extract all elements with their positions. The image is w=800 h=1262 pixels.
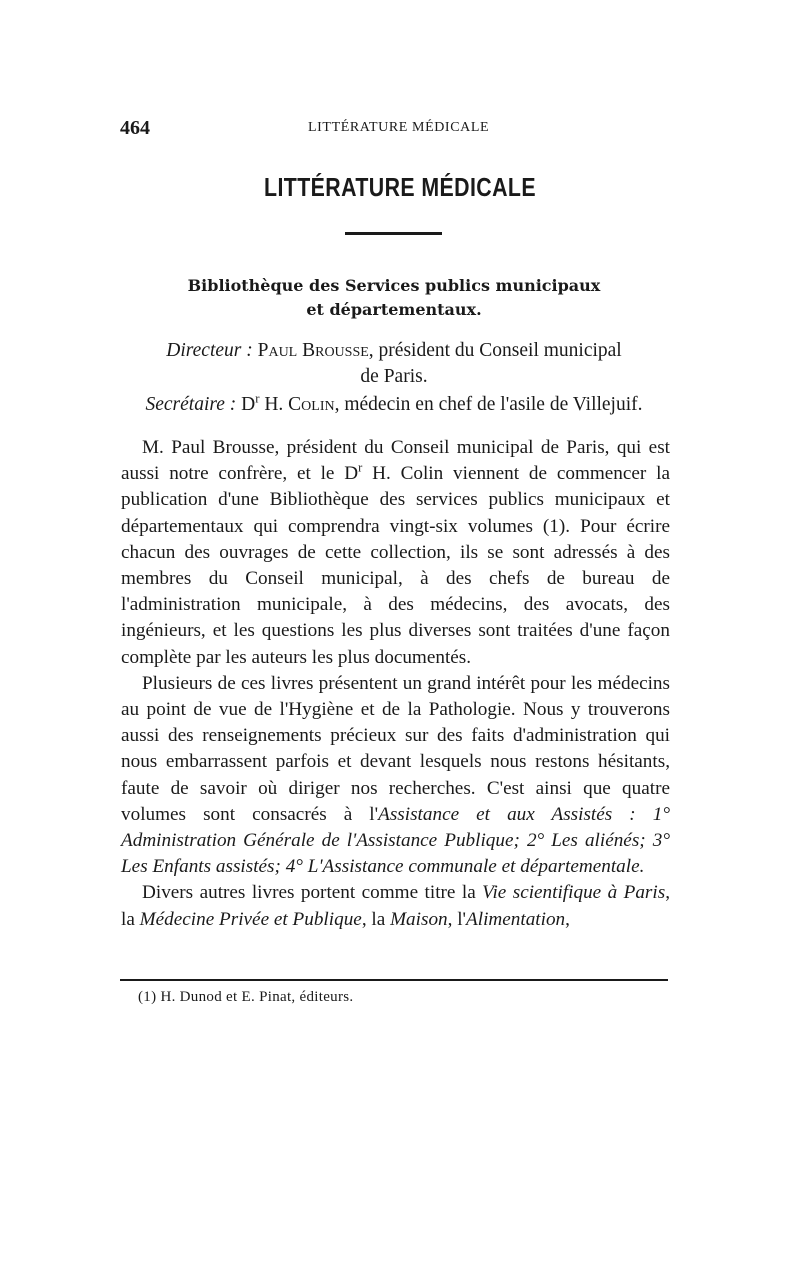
paragraph-1-sup: r <box>358 460 363 475</box>
director-credit <box>120 338 668 390</box>
secretary-label: Secrétaire : <box>145 394 237 415</box>
secretary-name: H. Colin <box>259 394 335 415</box>
paragraph-3-italic-4: Alimentation <box>466 908 566 930</box>
director-role-line1: , président du Conseil municipal <box>368 340 622 361</box>
paragraph-3-text-e: , <box>565 908 570 930</box>
paragraph-3 <box>121 880 670 932</box>
secretary-title-sup: r <box>255 391 260 406</box>
director-label: Directeur : <box>166 340 253 361</box>
footnote: (1) H. Dunod et E. Pinat, éditeurs. <box>138 989 354 1005</box>
paragraph-3-text-d: , l' <box>447 908 467 930</box>
director-role-line2: de Paris. <box>360 366 428 387</box>
secretary-credit <box>120 392 668 418</box>
section-title: LITTÉRATURE MÉDICALE <box>264 172 536 202</box>
subheading-line-1: Bibliothèque des Services publics municipaux <box>187 276 601 295</box>
paragraph-1-text-b: H. Colin viennent de commencer la publication d'une Bibliothèque des services publics municipaux et départementaux qui comprendra vingt-six volumes (1). Pour écrire chacun des ouvrages de cette collection, ils se sont adressés à des membres du Conseil municipal, à des chefs de bureau de l'administration municipale, à des médecins, des avocats, des ingénieurs, et les questions les plus diverses sont traitées d'une façon complète par les auteurs les plus documentés. <box>121 463 670 668</box>
body-text <box>121 435 670 933</box>
title-divider <box>345 232 442 235</box>
secretary-title: D <box>241 394 256 415</box>
paragraph-1 <box>121 435 670 671</box>
paragraph-3-italic-1: Vie scientifique à Paris <box>482 882 666 904</box>
paragraph-2-text: Plusieurs de ces livres présentent un grand intérêt pour les médecins au point de vue de l'Hygiène et de la Pathologie. Nous y trouverons aussi des renseignements précieux sur des faits d'administration qui nous embarrassent parfois et devant lesquels nous restons hésitants, faute de savoir où diriger nos recherches. C'est ainsi que quatre volumes sont consacrés à l' <box>121 672 670 825</box>
secretary-role: , médecin en chef de l'asile de Villejuif. <box>334 394 643 415</box>
paragraph-3-text-c: , la <box>361 908 391 930</box>
running-header <box>120 117 668 141</box>
paragraph-3-text-a: Divers autres livres portent comme titre la <box>142 882 483 904</box>
page-number: 464 <box>120 117 150 139</box>
paragraph-3-italic-3: Maison <box>390 908 448 930</box>
paragraph-2-italic: Assistance et aux Assistés : 1° Administration Générale de l'Assistance Publique; 2° Les aliénés; 3° Les Enfants assistés; 4° L'Assistance communale et départementale. <box>121 803 671 878</box>
paragraph-3-text-b: , la <box>121 882 670 930</box>
footnote-divider <box>120 979 668 981</box>
paragraph-1-text-a: M. Paul Brousse, président du Conseil municipal de Paris, qui est aussi notre confrère, et le D <box>121 437 670 485</box>
subheading-line-2: et départementaux. <box>306 300 482 319</box>
running-title: LITTÉRATURE MÉDICALE <box>308 120 490 135</box>
paragraph-3-italic-2: Médecine Privée et Publique <box>139 908 362 930</box>
director-name: Paul Brousse <box>257 340 369 361</box>
paragraph-2 <box>121 671 670 881</box>
